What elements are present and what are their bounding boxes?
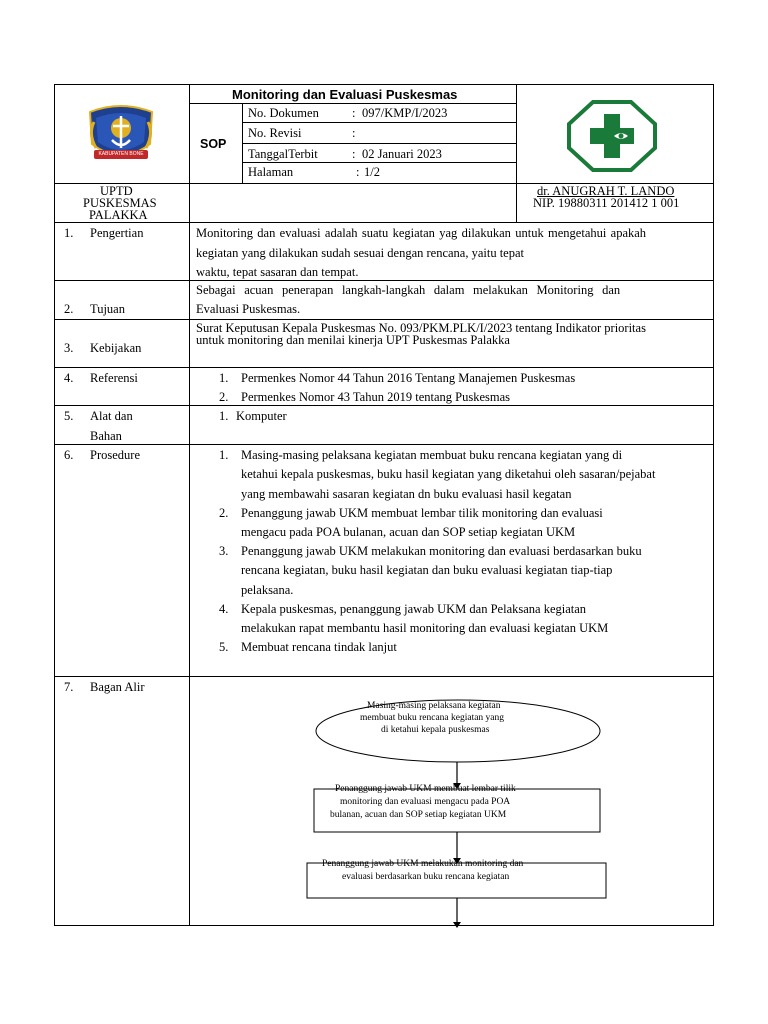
flow-node-1-text: membuat buku rencana kegiatan yang: [360, 713, 505, 723]
pengertian-line: Monitoring dan evaluasi adalah suatu kegiatan yag dilakukan untuk mengetahui apakah: [196, 226, 647, 240]
prosedure-step-line: Penanggung jawab UKM melakukan monitoring dan evaluasi berdasarkan buku: [241, 544, 642, 558]
section-number-prosedure: 6.: [64, 448, 74, 462]
section-number-kebijakan: 3.: [64, 341, 74, 355]
prosedure-step-number: 5.: [219, 640, 229, 654]
kebijakan-line: Surat Keputusan Kepala Puskesmas No. 093/PKM.PLK/I/2023 tentang Indikator prioritas: [196, 321, 646, 335]
prosedure-step-line: Kepala puskesmas, penanggung jawab UKM dan Pelaksana kegiatan: [241, 602, 587, 616]
prosedure-step-line: Masing-masing pelaksana kegiatan membuat buku rencana kegiatan yang di: [241, 448, 623, 462]
section-title-referensi: Referensi: [90, 371, 138, 385]
puskesmas-logo: [567, 100, 657, 172]
flow-node-2-text: bulanan, acuan dan SOP setiap kegiatan UKM: [330, 810, 507, 820]
field-label-no-revisi: No. Revisi: [248, 126, 302, 140]
prosedure-step-line: ketahui kepala puskesmas, buku hasil kegiatan yang diketahui oleh sasaran/pejabat: [241, 467, 656, 481]
field-sep-halaman: :: [356, 165, 360, 179]
field-value-tanggal-terbit: 02 Januari 2023: [362, 147, 442, 161]
section-number-tujuan: 2.: [64, 302, 74, 316]
prosedure-step-number: 4.: [219, 602, 229, 616]
field-sep-no-dokumen: :: [352, 106, 356, 120]
prosedure-step-line: yang membawahi sasaran kegiatan dn buku evaluasi hasil kegatan: [241, 487, 572, 501]
flow-node-3-text: Penanggung jawab UKM melakukan monitoring dan: [322, 859, 524, 869]
flow-node-3-text: evaluasi berdasarkan buku rencana kegiatan: [342, 872, 510, 882]
tujuan-line: Evaluasi Puskesmas.: [196, 302, 301, 316]
org-line-3: PALAKKA: [89, 208, 148, 222]
section-number-alat: 5.: [64, 409, 74, 423]
field-label-halaman: Halaman: [248, 165, 294, 179]
prosedure-step-line: melakukan rapat membantu hasil monitoring dan evaluasi kegiatan UKM: [241, 621, 609, 635]
prosedure-step-line: rencana kegiatan, buku hasil kegiatan dan buku evaluasi kegiatan tiap-tiap: [241, 563, 613, 577]
alat-item-text: Komputer: [236, 409, 287, 423]
prosedure-step-number: 1.: [219, 448, 229, 462]
signer-nip: NIP. 19880311 201412 1 001: [533, 196, 680, 210]
document-title: Monitoring dan Evaluasi Puskesmas: [232, 87, 458, 102]
pengertian-line: waktu, tepat sasaran dan tempat.: [196, 265, 359, 279]
org-line-1: UPTD: [100, 184, 133, 198]
section-number-bagan: 7.: [64, 680, 74, 694]
section-title-kebijakan: Kebijakan: [90, 341, 142, 355]
referensi-item-number: 1.: [219, 371, 229, 385]
org-line-2: PUSKESMAS: [83, 196, 157, 210]
section-title-alat-line1: Alat dan: [90, 409, 133, 423]
pengertian-line: kegiatan yang dilakukan sudah sesuai dengan rencana, yaitu tepat: [196, 246, 525, 260]
referensi-item-number: 2.: [219, 390, 229, 404]
section-title-bagan: Bagan Alir: [90, 680, 145, 694]
section-number-pengertian: 1.: [64, 226, 74, 240]
tujuan-line: Sebagai acuan penerapan langkah-langkah dalam melakukan Monitoring dan: [196, 283, 621, 297]
flow-node-2-text: monitoring dan evaluasi mengacu pada POA: [340, 797, 511, 807]
left-logo-caption: KABUPATEN BONE: [98, 151, 144, 157]
flow-node-1-text: di ketahui kepala puskesmas: [381, 725, 490, 735]
section-title-tujuan: Tujuan: [90, 302, 125, 316]
prosedure-step-line: mengacu pada POA bulanan, acuan dan SOP setiap kegiatan UKM: [241, 525, 576, 539]
prosedure-step-line: Penanggung jawab UKM membuat lembar tilik monitoring dan evaluasi: [241, 506, 603, 520]
field-sep-no-revisi: :: [352, 126, 356, 140]
kebijakan-line: untuk monitoring dan menilai kinerja UPT Puskesmas Palakka: [196, 333, 510, 347]
section-title-prosedure: Prosedure: [90, 448, 140, 462]
prosedure-step-number: 3.: [219, 544, 229, 558]
referensi-item-text: Permenkes Nomor 43 Tahun 2019 tentang Puskesmas: [241, 390, 511, 404]
prosedure-step-line: Membuat rencana tindak lanjut: [241, 640, 397, 654]
section-number-referensi: 4.: [64, 371, 74, 385]
section-title-pengertian: Pengertian: [90, 226, 144, 240]
prosedure-step-number: 2.: [219, 506, 229, 520]
prosedure-step-line: pelaksana.: [241, 583, 294, 597]
flow-node-2-text: Penanggung jawab UKM membuat lembar tilik: [335, 784, 516, 794]
flow-node-1-text: Masing-masing pelaksana kegiatan: [367, 701, 501, 711]
flowchart: [190, 677, 713, 977]
field-value-halaman: 1/2: [364, 165, 380, 179]
field-sep-tanggal-terbit: :: [352, 147, 356, 161]
kabupaten-bone-logo: [84, 104, 158, 168]
field-label-no-dokumen: No. Dokumen: [248, 106, 319, 120]
signer-name: dr. ANUGRAH T. LANDO: [537, 184, 675, 198]
section-title-alat-line2: Bahan: [90, 429, 122, 443]
field-value-no-dokumen: 097/KMP/I/2023: [362, 106, 448, 120]
flow-arrowhead: [453, 922, 461, 928]
alat-item-number: 1.: [219, 409, 229, 423]
sop-label: SOP: [200, 137, 227, 151]
field-label-tanggal-terbit: TanggalTerbit: [248, 147, 318, 161]
referensi-item-text: Permenkes Nomor 44 Tahun 2016 Tentang Manajemen Puskesmas: [241, 371, 576, 385]
